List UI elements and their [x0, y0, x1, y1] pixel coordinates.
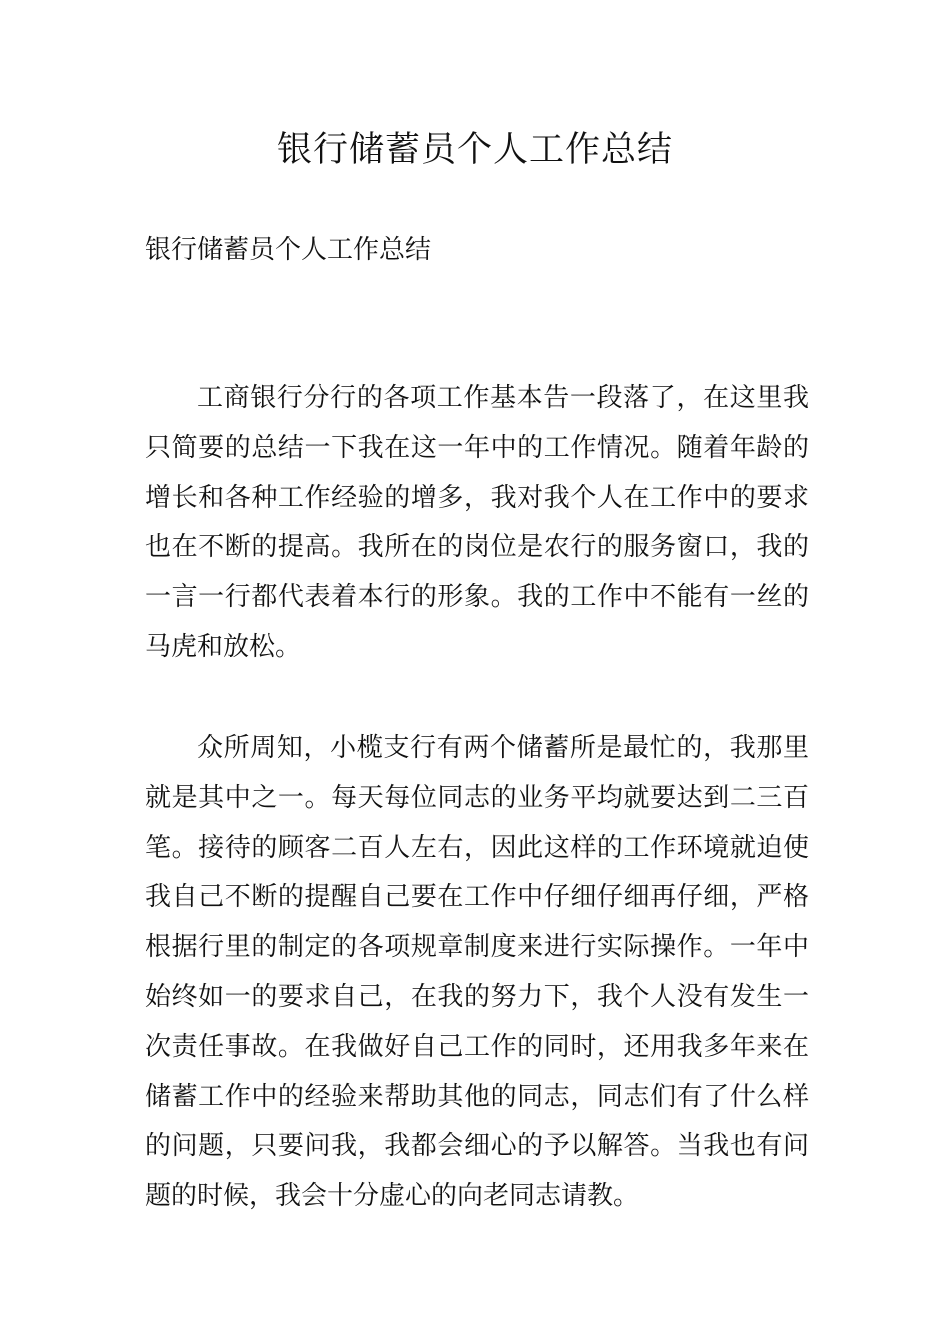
body-paragraph: 众所周知，小榄支行有两个储蓄所是最忙的，我那里就是其中之一。每天每位同志的业务平均就要达到二三百笔。接待的顾客二百人左右，因此这样的工作环境就迫使我自己不断的提醒自己要在工作中仔细仔细再仔细，严格根据行里的制定的各项规章制度来进行实际操作。一年中始终如一的要求自己，在我的努力下，我个人没有发生一次责任事故。在我做好自己工作的同时，还用我多年来在储蓄工作中的经验来帮助其他的同志，同志们有了什么样的问题，只要问我，我都会细心的予以解答。当我也有问题的时候，我会十分虚心的向老同志请教。 — [145, 733, 809, 1212]
document-title: 银行储蓄员个人工作总结 — [276, 130, 673, 170]
body-paragraph: 工商银行分行的各项工作基本告一段落了，在这里我只简要的总结一下我在这一年中的工作情况。随着年龄的增长和各种工作经验的增多，我对我个人在工作中的要求也在不断的提高。我所在的岗位是农行的服务窗口，我的一言一行都代表着本行的形象。我的工作中不能有一丝的马虎和放松。 — [145, 383, 809, 662]
document-subtitle: 银行储蓄员个人工作总结 — [145, 235, 432, 265]
